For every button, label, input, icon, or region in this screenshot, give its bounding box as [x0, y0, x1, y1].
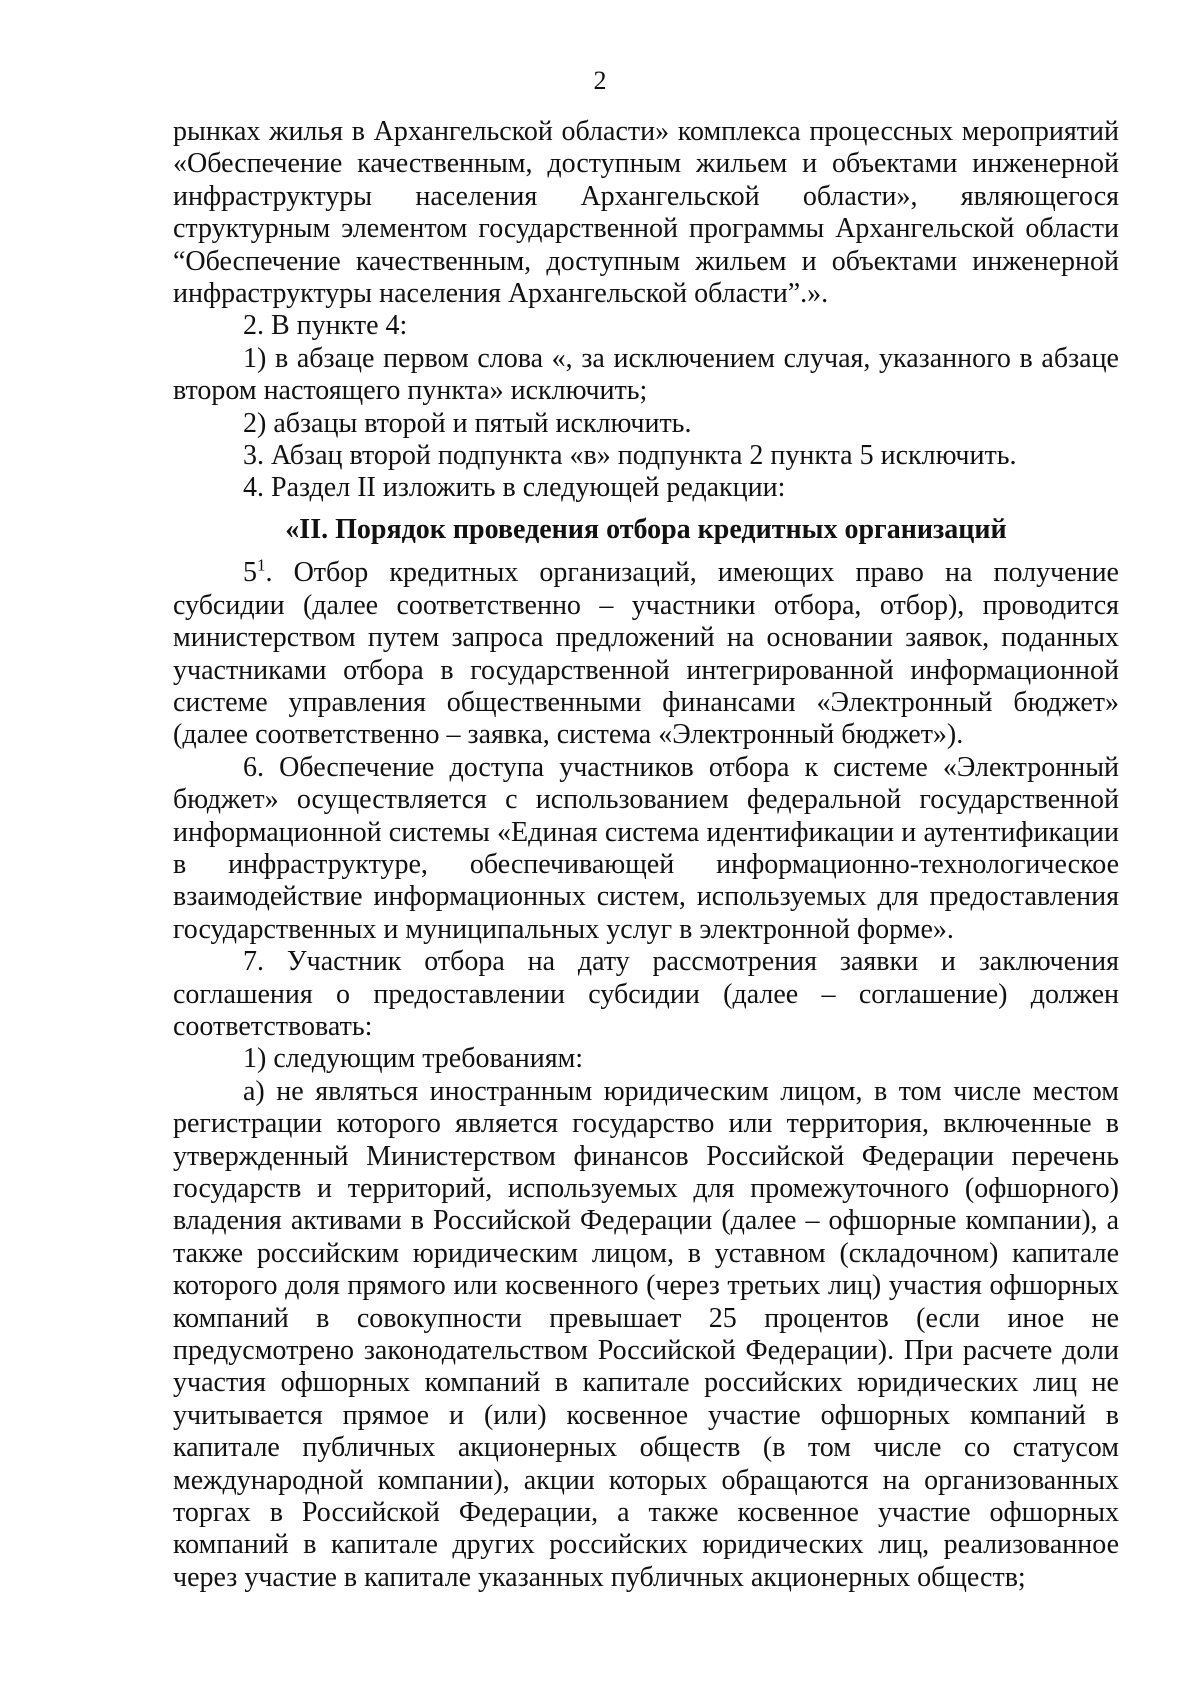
- paragraph-requirement-a: а) не являться иностранным юридическим лицом, в том числе местом регистрации которого является государство или территория, включенные в утвержденный Министерством финансов Российской Федерации перечень государств и территорий, используемых для промежуточного (офшорного) владения активами в Российской Федерации (далее – офшорные компании), а также российским юридическим лицом, в уставном (складочном) капитале которого доля прямого или косвенного (через третьих лиц) участия офшорных компаний в совокупности превышает 25 процентов (если иное не предусмотрено законодательством Российской Федерации). При расчете доли участия офшорных компаний в капитале российских юридических лиц не учитывается прямое и (или) косвенное участие офшорных компаний в капитале публичных акционерных обществ (в том числе со статусом международной компании), акции которых обращаются на организованных торгах в Российской Федерации, а также косвенное участие офшорных компаний в капитале других российских юридических лиц, реализованное через участие в капитале указанных публичных акционерных обществ;: [173, 1075, 1119, 1593]
- paragraph-item-7: 7. Участник отбора на дату рассмотрения заявки и заключения соглашения о предоставлении субсидии (далее – соглашение) должен соответствовать:: [173, 946, 1119, 1042]
- paragraph-item-3: 3. Абзац второй подпункта «в» подпункта 2 пункта 5 исключить.: [243, 440, 1017, 472]
- paragraph-item-6: 6. Обеспечение доступа участников отбора к системе «Электронный бюджет» осуществляется с использованием федеральной государственной информационной системы «Единая система идентификации и аутентификации в инфраструктуре, обеспечивающей информационно-технологическое взаимодействие информационных систем, используемых для предоставления государственных и муниципальных услуг в электронной форме».: [173, 751, 1119, 945]
- item-number: 5: [243, 557, 257, 589]
- paragraph-item-2: 2. В пункте 4:: [243, 310, 408, 342]
- paragraph-subitem-2: 2) абзацы второй и пятый исключить.: [243, 407, 692, 439]
- page-number: 2: [593, 66, 607, 95]
- paragraph-requirements: 1) следующим требованиям:: [243, 1043, 584, 1075]
- item-superscript: 1: [257, 555, 266, 575]
- paragraph-subitem-1: 1) в абзаце первом слова «, за исключением случая, указанного в абзаце втором настоящего пункта» исключить;: [173, 342, 1119, 407]
- item-text: . Отбор кредитных организаций, имеющих право на получение субсидии (далее соответственно – участники отбора, отбор), проводится министерством путем запроса предложений на основании заявок, поданных участниками отбора в государственной интегрированной информационной системе управления общественными финансами «Электронный бюджет» (далее соответственно – заявка, система «Электронный бюджет»).: [173, 557, 1119, 751]
- document-body: [173, 116, 1119, 1594]
- paragraph-item-5-1: [173, 557, 1119, 751]
- paragraph-continuation: рынках жилья в Архангельской области» комплекса процессных мероприятий «Обеспечение качественным, доступным жильем и объектами инженерной инфраструктуры населения Архангельской области», являющегося структурным элементом государственной программы Архангельской области “Обеспечение качественным, доступным жильем и объектами инженерной инфраструктуры населения Архангельской области”.».: [173, 116, 1119, 310]
- section-heading: «II. Порядок проведения отбора кредитных организаций: [285, 513, 1007, 545]
- paragraph-item-4: 4. Раздел II изложить в следующей редакции:: [243, 472, 786, 504]
